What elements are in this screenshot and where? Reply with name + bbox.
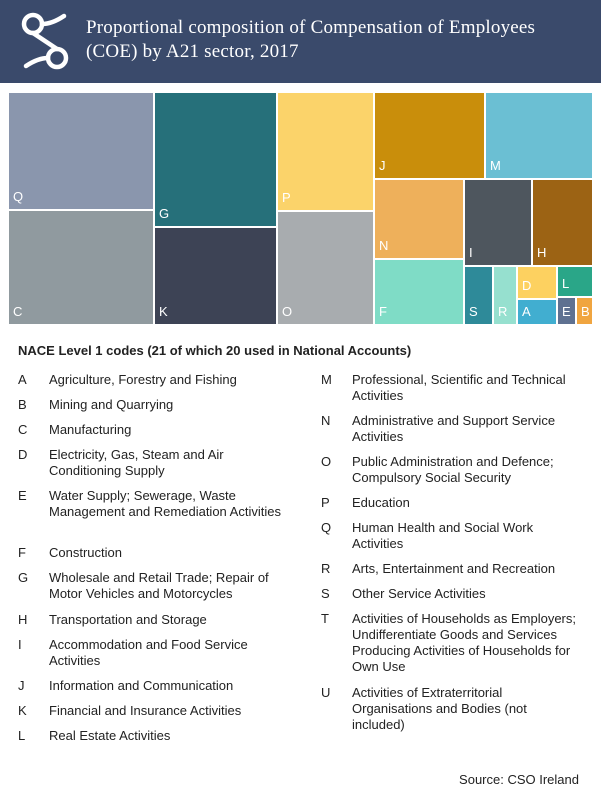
treemap-cell-label: R	[498, 304, 508, 319]
treemap-cell-i	[464, 179, 532, 266]
treemap-cell-label: A	[522, 304, 531, 319]
legend-description: Public Administration and Defence; Compulsory Social Security	[352, 454, 554, 485]
legend-description: Transportation and Storage	[49, 612, 207, 627]
treemap-cell-d	[517, 266, 557, 299]
legend-code: A	[18, 372, 27, 387]
legend-code: K	[18, 703, 27, 718]
treemap-cell-h	[532, 179, 593, 266]
legend-code: T	[321, 611, 329, 626]
legend-code: G	[18, 570, 29, 585]
legend-description: Water Supply; Sewerage, Waste Management and Remediation Activities	[49, 488, 281, 519]
treemap-cell-label: H	[537, 245, 547, 260]
treemap-cell-s	[464, 266, 493, 325]
treemap-cell-label: O	[282, 304, 293, 319]
legend-code: J	[18, 678, 25, 693]
treemap-chart	[8, 92, 593, 325]
treemap-cell-label: C	[13, 304, 23, 319]
legend-code: D	[18, 447, 28, 462]
treemap-cell-label: E	[562, 304, 571, 319]
legend-description: Agriculture, Forestry and Fishing	[49, 372, 237, 387]
legend-description: Other Service Activities	[352, 586, 486, 601]
legend-description: Construction	[49, 545, 122, 560]
legend-code: H	[18, 612, 28, 627]
legend-code: E	[18, 488, 27, 503]
treemap-cell-label: G	[159, 206, 170, 221]
legend-heading: NACE Level 1 codes (21 of which 20 used in National Accounts)	[18, 343, 412, 358]
legend-description: Human Health and Social Work Activities	[352, 520, 534, 551]
legend-description: Activities of Households as Employers; Undifferentiate Goods and Services Producing Activities of Households for Own Use	[352, 611, 576, 674]
chart-header	[0, 0, 601, 83]
treemap-cell-e	[557, 297, 576, 325]
treemap-cell-j	[374, 92, 485, 179]
legend-code: P	[321, 495, 330, 510]
treemap-cell-label: F	[379, 304, 387, 319]
legend-description: Wholesale and Retail Trade; Repair of Motor Vehicles and Motorcycles	[49, 570, 269, 601]
treemap-cell-r	[493, 266, 517, 325]
legend-description: Activities of Extraterritorial Organisations and Bodies (not included)	[352, 685, 527, 732]
source-note: Source: CSO Ireland	[459, 772, 579, 787]
treemap-cell-label: Q	[13, 189, 24, 204]
treemap-cell-f	[374, 259, 464, 325]
treemap-cell-label: I	[469, 245, 473, 260]
treemap-cell-m	[485, 92, 593, 179]
legend-code: M	[321, 372, 332, 387]
chart-title: Proportional composition of Compensation of Employees (COE) by A21 sector, 2017	[86, 17, 536, 62]
legend-code: F	[18, 545, 26, 560]
legend-code: S	[321, 586, 330, 601]
legend-code: U	[321, 685, 331, 700]
legend-description: Manufacturing	[49, 422, 132, 437]
treemap-cell-g	[154, 92, 277, 227]
treemap-cell-k	[154, 227, 277, 325]
treemap-cell-p	[277, 92, 374, 211]
legend-description: Professional, Scientific and Technical Activities	[352, 372, 566, 403]
legend-code: Q	[321, 520, 332, 535]
treemap-cell-label: P	[282, 190, 291, 205]
treemap-cell-label: J	[379, 158, 386, 173]
legend-description: Real Estate Activities	[49, 728, 171, 743]
legend-code: I	[18, 637, 22, 652]
legend-description: Accommodation and Food Service Activities	[49, 637, 248, 668]
treemap-cell-q	[8, 92, 154, 210]
legend-description: Information and Communication	[49, 678, 234, 693]
legend-code: C	[18, 422, 28, 437]
legend-description: Administrative and Support Service Activities	[352, 413, 556, 444]
treemap-cell-label: K	[159, 304, 168, 319]
treemap-cell-a	[517, 299, 557, 325]
legend-code: R	[321, 561, 331, 576]
legend-description: Education	[352, 495, 410, 510]
treemap-cell-l	[557, 266, 593, 297]
cso-logo-icon	[18, 10, 72, 72]
treemap-cell-label: B	[581, 304, 590, 319]
legend-description: Mining and Quarrying	[49, 397, 174, 412]
legend-description: Electricity, Gas, Steam and Air Conditioning Supply	[49, 447, 224, 478]
treemap-cell-label: L	[562, 276, 570, 291]
treemap-cell-label: N	[379, 238, 389, 253]
treemap-cell-c	[8, 210, 154, 325]
legend-code: O	[321, 454, 332, 469]
legend-description: Financial and Insurance Activities	[49, 703, 242, 718]
legend-code: N	[321, 413, 331, 428]
treemap-cell-n	[374, 179, 464, 259]
legend-description: Arts, Entertainment and Recreation	[352, 561, 556, 576]
legend-code: B	[18, 397, 27, 412]
treemap-cell-label: S	[469, 304, 478, 319]
legend-code: L	[18, 728, 26, 743]
treemap-cell-label: D	[522, 278, 532, 293]
treemap-cell-label: M	[490, 158, 501, 173]
treemap-cell-o	[277, 211, 374, 325]
treemap-cell-b	[576, 297, 593, 325]
